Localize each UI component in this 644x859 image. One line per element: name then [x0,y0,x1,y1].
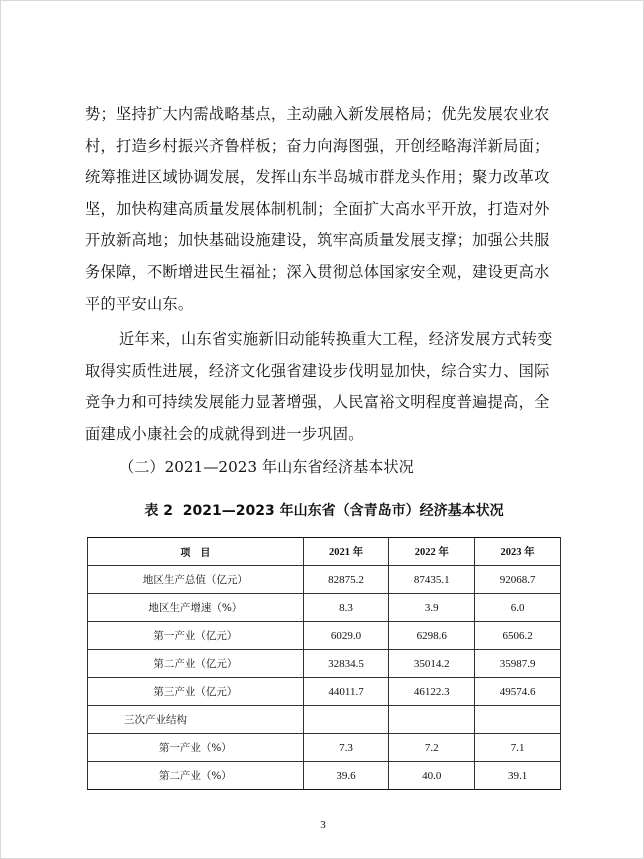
table-row [88,622,561,650]
header-2022: 2022 年 [389,538,475,566]
cell-2023: 6.0 [475,594,561,622]
table-row [88,594,561,622]
cell-2023: 49574.6 [475,678,561,706]
row-item: 第二产业（亿元） [88,650,304,678]
cell-2021: 8.3 [303,594,389,622]
cell-2023: 7.1 [475,734,561,762]
row-item: 三次产业结构 [88,706,304,734]
cell-2022: 6298.6 [389,622,475,650]
body-paragraph-2: 近年来，山东省实施新旧动能转换重大工程，经济发展方式转变取得实质性进展，经济文化强省建设步伐明显加快，综合实力、国际竞争力和可持续发展能力显著增强，人民富裕文明程度普遍提高，全面建成小康社会的成就得到进一步巩固。 [85,330,553,443]
cell-2022: 40.0 [389,762,475,790]
section-subheading: （二）2021—2023 年山东省经济基本状况 [119,458,414,476]
row-item: 第一产业（亿元） [88,622,304,650]
cell-2021: 6029.0 [303,622,389,650]
table-row [88,734,561,762]
header-2021: 2021 年 [303,538,389,566]
row-item: 第一产业（%） [88,734,304,762]
economy-table [87,537,561,790]
table-caption-title: 2021—2023 年山东省（含青岛市）经济基本状况 [182,503,504,519]
body-paragraph-1: 势；坚持扩大内需战略基点，主动融入新发展格局；优先发展农业农村，打造乡村振兴齐鲁样板；奋力向海图强，开创经略海洋新局面；统筹推进区域协调发展，发挥山东半岛城市群龙头作用；聚力改革攻坚，加快构建高质量发展体制机制；全面扩大高水平开放，打造对外开放新高地；加快基础设施建设，筑牢高质量发展支撑；加强公共服务保障，不断增进民生福祉；深入贯彻总体国家安全观，建设更高水平的平安山东。 [85,105,550,313]
cell-2022: 35014.2 [389,650,475,678]
row-item: 第三产业（亿元） [88,678,304,706]
cell-2022 [389,706,475,734]
cell-2023: 6506.2 [475,622,561,650]
header-item: 项 目 [88,538,304,566]
cell-2022: 7.2 [389,734,475,762]
cell-2021: 44011.7 [303,678,389,706]
row-item: 第二产业（%） [88,762,304,790]
cell-2021: 39.6 [303,762,389,790]
table-row [88,762,561,790]
cell-2023 [475,706,561,734]
cell-2021: 7.3 [303,734,389,762]
table-row [88,678,561,706]
cell-2022: 3.9 [389,594,475,622]
row-item: 地区生产增速（%） [88,594,304,622]
cell-2021: 82875.2 [303,566,389,594]
cell-2023: 39.1 [475,762,561,790]
table-row [88,650,561,678]
cell-2021 [303,706,389,734]
cell-2022: 46122.3 [389,678,475,706]
table-row [88,706,561,734]
cell-2022: 87435.1 [389,566,475,594]
table-caption [85,500,563,520]
cell-2023: 92068.7 [475,566,561,594]
row-item: 地区生产总值（亿元） [88,566,304,594]
cell-2021: 32834.5 [303,650,389,678]
header-2023: 2023 年 [475,538,561,566]
table-caption-label: 表 2 [144,503,174,519]
cell-2023: 35987.9 [475,650,561,678]
page-number: 3 [320,819,326,831]
table-row [88,566,561,594]
table-header-row [88,538,561,566]
